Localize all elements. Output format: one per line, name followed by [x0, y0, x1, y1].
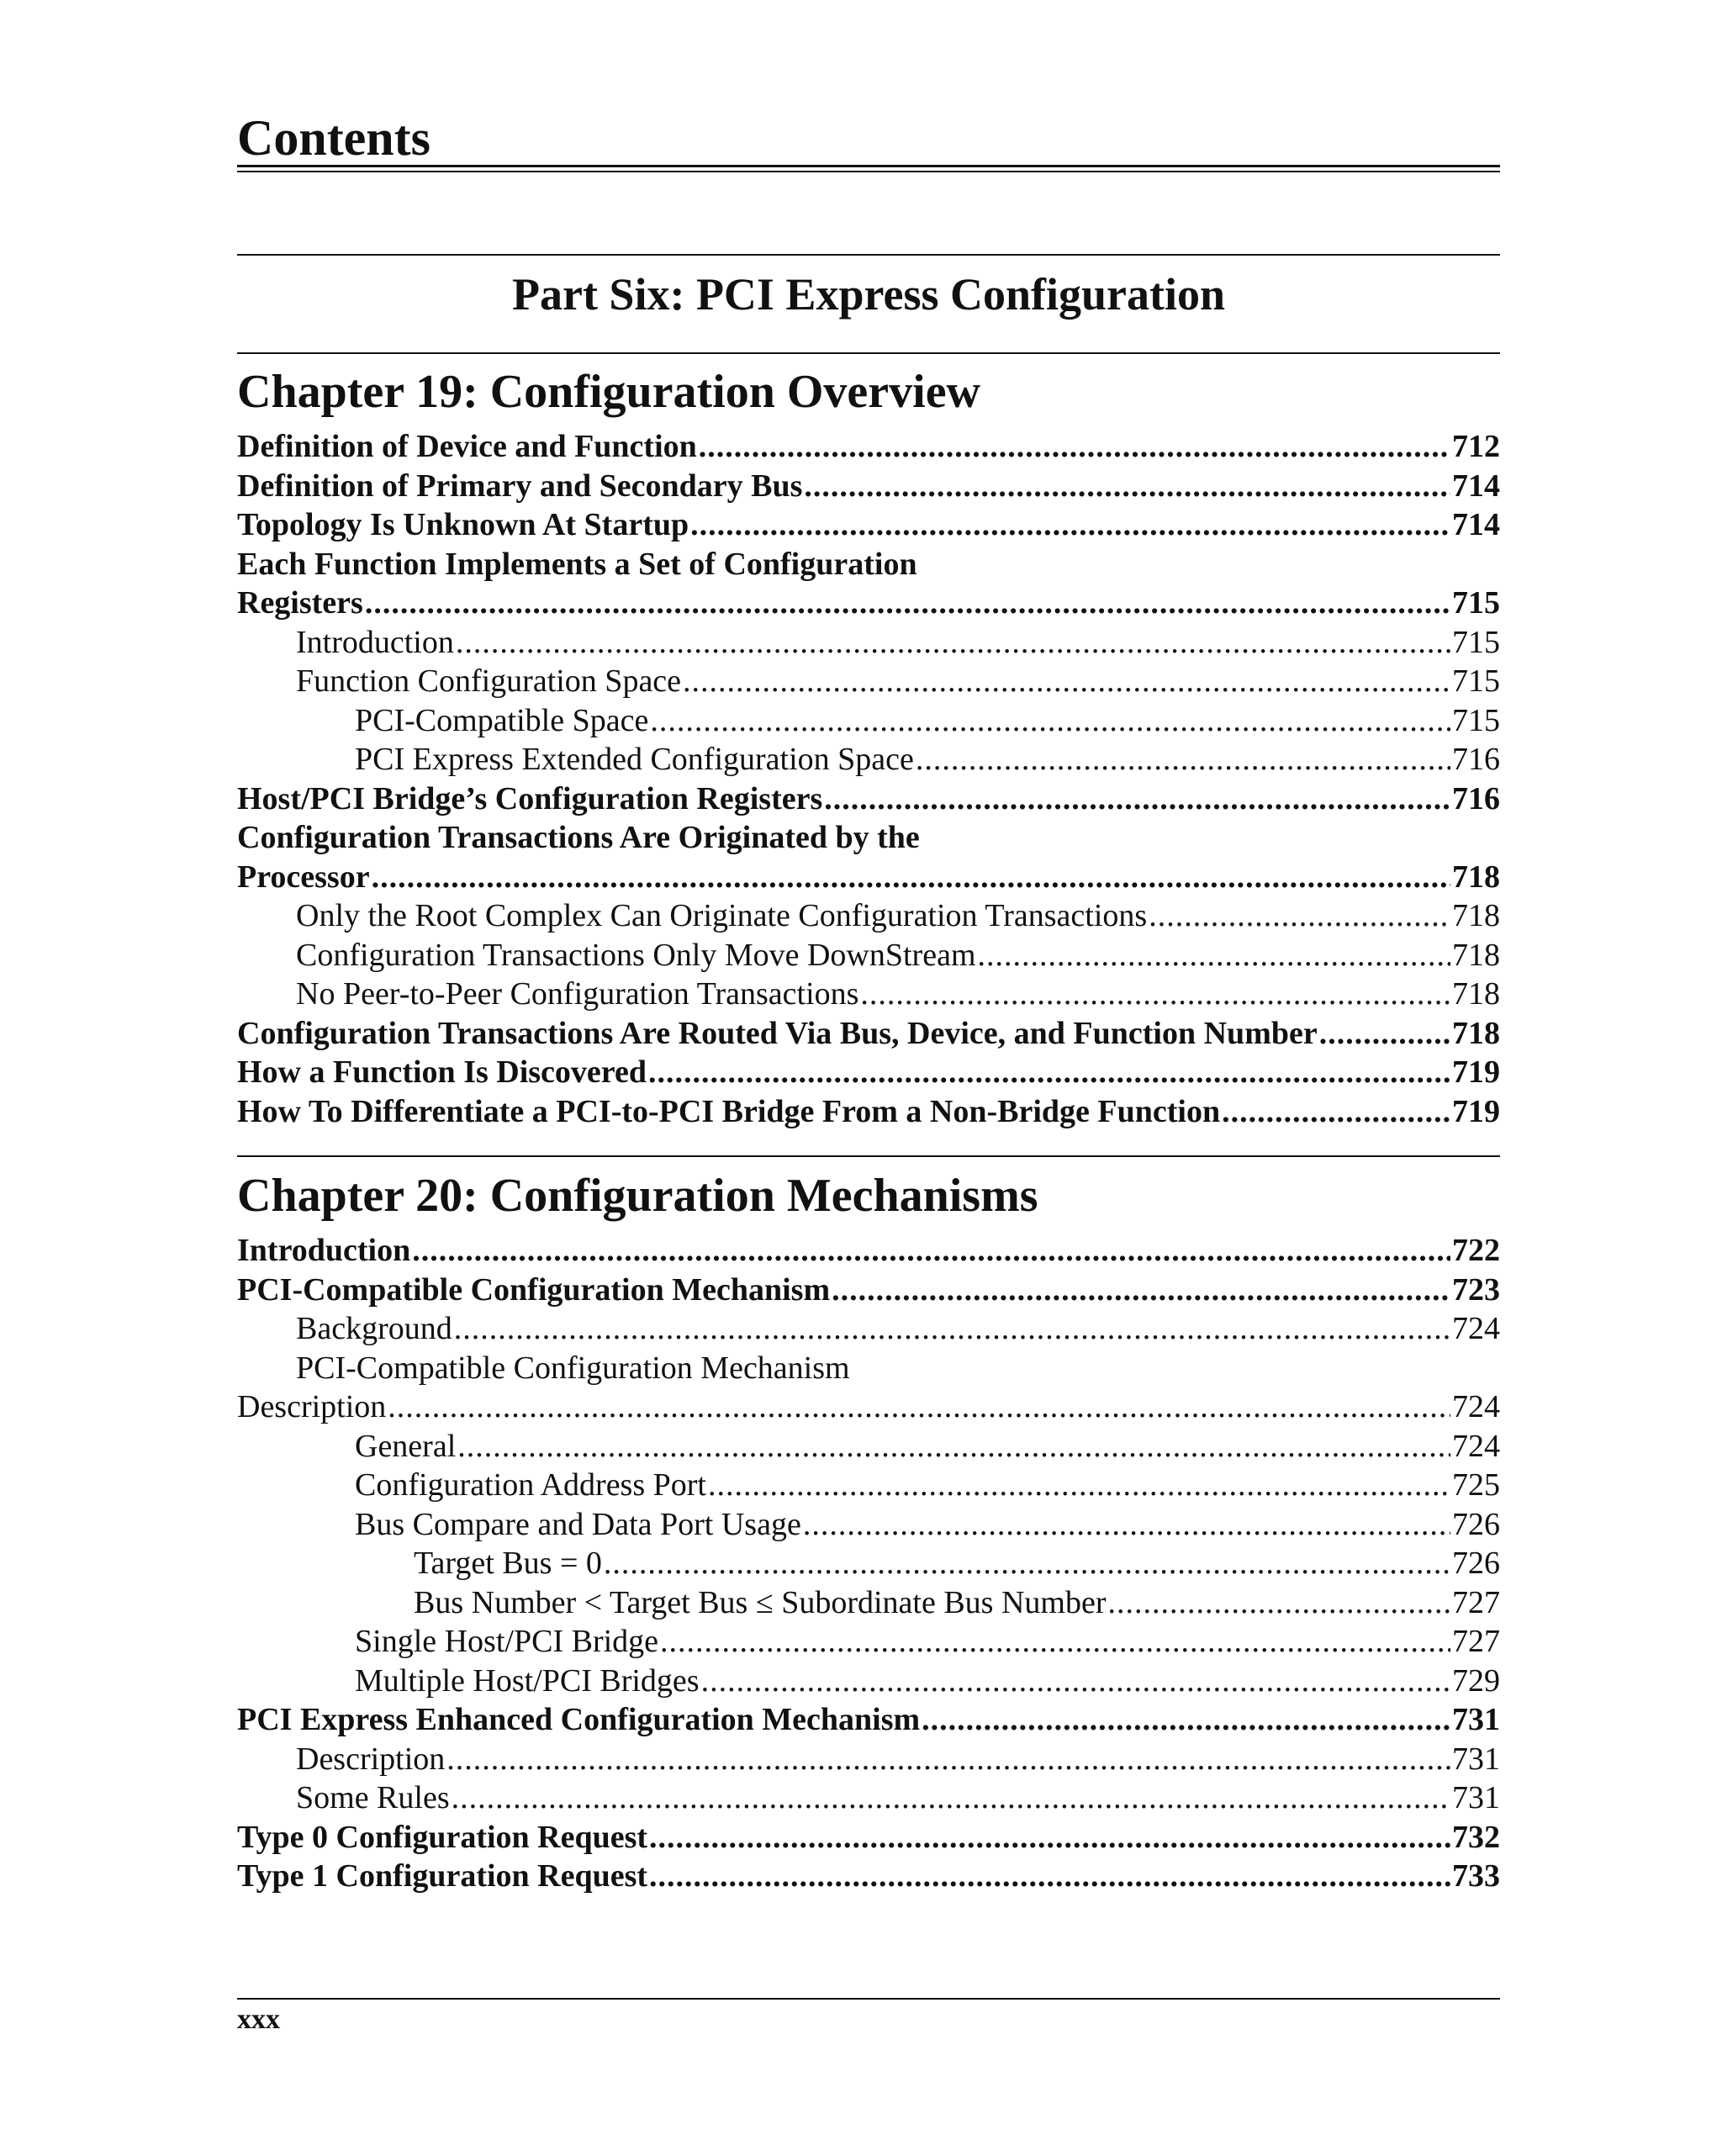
toc-entry-title: PCI Express Extended Configuration Space: [355, 742, 914, 777]
toc-entry-page: 715: [1452, 585, 1500, 621]
toc-entry-page: 726: [1452, 1546, 1500, 1581]
leader-dots: [649, 1818, 1450, 1857]
toc-entry-page: 715: [1452, 702, 1500, 738]
toc-entry-page: 722: [1452, 1233, 1500, 1268]
leader-dots: [446, 1740, 1450, 1779]
leader-dots: [832, 1271, 1450, 1310]
part-title: Part Six: PCI Express Configuration: [511, 269, 1226, 320]
toc-entry[interactable]: [237, 1053, 1500, 1092]
toc-entry-title: Configuration Transactions Are Originated by the: [237, 820, 920, 855]
toc-entry-page: 714: [1452, 507, 1500, 542]
toc-entry-title: No Peer-to-Peer Configuration Transactions: [296, 976, 859, 1012]
toc-entry-page: 718: [1452, 898, 1500, 933]
leader-dots: [388, 1387, 1450, 1427]
toc-entry[interactable]: [237, 740, 1500, 779]
toc-entry-title: Description: [296, 1741, 446, 1777]
toc-entry[interactable]: [237, 1466, 1500, 1505]
leader-dots: [649, 1857, 1450, 1896]
toc-entry-continued[interactable]: [237, 1349, 1500, 1388]
chapter-19: [237, 362, 1500, 1131]
title-rule-top: [237, 165, 1500, 167]
toc-entry-page: 727: [1452, 1624, 1500, 1659]
toc-entry-page: 732: [1452, 1819, 1500, 1855]
toc-entry[interactable]: [237, 779, 1500, 819]
toc-entry-title: Target Bus = 0: [414, 1546, 602, 1581]
toc-entry-page: 731: [1452, 1780, 1500, 1815]
toc-entry[interactable]: [237, 1622, 1500, 1662]
toc-entry-title: PCI-Compatible Configuration Mechanism: [296, 1350, 850, 1386]
toc-entry-continued[interactable]: [237, 818, 1500, 858]
toc-entry[interactable]: [237, 623, 1500, 663]
leader-dots: [1108, 1583, 1451, 1623]
toc-entry-page: 727: [1452, 1584, 1500, 1620]
toc-entry[interactable]: [237, 1778, 1500, 1818]
toc-entry-page: 718: [1452, 1015, 1500, 1051]
toc-entry[interactable]: [237, 1387, 1500, 1427]
toc-entry[interactable]: [237, 1427, 1500, 1466]
toc-entry-title: Type 1 Configuration Request: [237, 1858, 648, 1894]
leader-dots: [650, 701, 1450, 741]
toc-entry[interactable]: [237, 1309, 1500, 1349]
toc-entry-page: 716: [1452, 742, 1500, 777]
toc-entry[interactable]: [237, 936, 1500, 975]
toc-entry[interactable]: [237, 1740, 1500, 1779]
toc-entry[interactable]: [237, 1818, 1500, 1857]
toc-entry-title: Description: [237, 1389, 387, 1424]
leader-dots: [701, 1662, 1450, 1701]
toc-entry[interactable]: [237, 701, 1500, 741]
toc-entry[interactable]: [237, 1092, 1500, 1132]
page-title: Contents: [237, 110, 431, 166]
toc-entry[interactable]: [237, 1271, 1500, 1310]
title-rule-bottom: [237, 171, 1500, 172]
leader-dots: [922, 1700, 1450, 1740]
leader-dots: [803, 1505, 1450, 1545]
toc-entry[interactable]: [237, 858, 1500, 897]
toc-entry[interactable]: [237, 505, 1500, 545]
toc-entry[interactable]: [237, 975, 1500, 1014]
toc-entry-title: Multiple Host/PCI Bridges: [355, 1662, 700, 1699]
toc-entry[interactable]: [237, 1662, 1500, 1701]
leader-dots: [1319, 1014, 1450, 1054]
toc-entry[interactable]: [237, 1583, 1500, 1623]
leader-dots: [824, 779, 1450, 819]
toc-entry-title: Bus Compare and Data Port Usage: [355, 1506, 801, 1542]
chapter-rule: [237, 1155, 1500, 1157]
toc-entry-title: PCI Express Enhanced Configuration Mechanism: [237, 1702, 921, 1737]
toc-entry[interactable]: [237, 467, 1500, 506]
leader-dots: [708, 1466, 1450, 1505]
toc-entry[interactable]: [237, 1857, 1500, 1896]
toc-entry-title: Bus Number < Target Bus ≤ Subordinate Bus Number: [414, 1584, 1107, 1620]
toc-entry-title: Function Configuration Space: [296, 663, 682, 699]
toc-entry[interactable]: [237, 896, 1500, 936]
toc-entry[interactable]: [237, 1544, 1500, 1583]
part-rule-bottom: [237, 352, 1500, 354]
leader-dots: [365, 584, 1450, 623]
leader-dots: [456, 623, 1450, 663]
toc-entry-title: Introduction: [296, 624, 454, 660]
leader-dots: [804, 467, 1450, 506]
toc-entry-page: 724: [1452, 1428, 1500, 1464]
toc-entry-title: Background: [296, 1311, 452, 1346]
toc-entry-page: 715: [1452, 663, 1500, 699]
toc-entry-page: 733: [1452, 1858, 1500, 1894]
toc-entry-title: Configuration Address Port: [355, 1467, 706, 1503]
toc-entry-title: Definition of Primary and Secondary Bus: [237, 468, 803, 504]
toc-entry-title: General: [355, 1428, 457, 1464]
leader-dots: [457, 1427, 1450, 1466]
leader-dots: [860, 975, 1450, 1014]
toc-entry-title: How To Differentiate a PCI-to-PCI Bridge From a Non-Bridge Function: [237, 1093, 1221, 1129]
toc-entry[interactable]: [237, 662, 1500, 701]
toc-entry-title: Host/PCI Bridge’s Configuration Registers: [237, 780, 823, 816]
toc-entry-continued[interactable]: [237, 545, 1500, 584]
toc-entry-page: 725: [1452, 1467, 1500, 1503]
toc-entry-page: 724: [1452, 1311, 1500, 1346]
toc-entry-title: Processor: [237, 859, 370, 895]
toc-entry[interactable]: [237, 1700, 1500, 1740]
leader-dots: [648, 1053, 1450, 1092]
leader-dots: [683, 662, 1450, 701]
footer-rule: [237, 1998, 1500, 2000]
leader-dots: [454, 1309, 1450, 1349]
leader-dots: [372, 858, 1450, 897]
toc-entry[interactable]: [237, 427, 1500, 467]
leader-dots: [978, 936, 1450, 975]
leader-dots: [1149, 896, 1450, 936]
toc-entry-page: 731: [1452, 1741, 1500, 1777]
chapter-title: Chapter 20: Configuration Mechanisms: [237, 1170, 1038, 1222]
toc-entry-title: Topology Is Unknown At Startup: [237, 507, 689, 542]
toc-entry-title: Type 0 Configuration Request: [237, 1819, 648, 1855]
toc-entry-title: Single Host/PCI Bridge: [355, 1624, 659, 1659]
toc-entry-title: Some Rules: [296, 1780, 450, 1815]
toc-entry-title: Definition of Device and Function: [237, 429, 697, 464]
leader-dots: [699, 427, 1450, 467]
chapter-20: [237, 1165, 1500, 1896]
toc-entry-page: 718: [1452, 937, 1500, 973]
toc-entry-page: 724: [1452, 1389, 1500, 1424]
leader-dots: [1222, 1092, 1450, 1132]
toc-entry-page: 731: [1452, 1702, 1500, 1737]
leader-dots: [660, 1622, 1450, 1662]
toc-page: [237, 0, 1500, 2156]
toc-entry-page: 726: [1452, 1506, 1500, 1542]
toc-entry-title: Introduction: [237, 1233, 411, 1268]
toc-entry-page: 718: [1452, 859, 1500, 895]
toc-entry-title: Only the Root Complex Can Originate Configuration Transactions: [296, 898, 1148, 933]
toc-entry-page: 715: [1452, 624, 1500, 660]
toc-entry[interactable]: [237, 1505, 1500, 1545]
toc-entry-page: 712: [1452, 429, 1500, 464]
toc-entry-title: Registers: [237, 585, 363, 621]
toc-entry-title: PCI-Compatible Space: [355, 702, 649, 738]
toc-entry-title: Each Function Implements a Set of Configuration: [237, 546, 917, 582]
leader-dots: [452, 1778, 1450, 1818]
toc-entry-page: 719: [1452, 1054, 1500, 1090]
leader-dots: [604, 1544, 1450, 1583]
toc-entry-page: 718: [1452, 976, 1500, 1012]
toc-entry-page: 723: [1452, 1271, 1500, 1308]
chapter-title: Chapter 19: Configuration Overview: [237, 366, 980, 418]
toc-entry-page: 716: [1452, 780, 1500, 816]
toc-entry-page: 719: [1452, 1093, 1500, 1129]
part-rule-top: [237, 254, 1500, 256]
toc-entry-page: 714: [1452, 468, 1500, 504]
toc-entry-title: Configuration Transactions Are Routed Via Bus, Device, and Function Number: [237, 1015, 1318, 1051]
toc-entry-title: How a Function Is Discovered: [237, 1054, 647, 1090]
toc-entry-page: 729: [1452, 1662, 1500, 1699]
leader-dots: [916, 740, 1450, 779]
leader-dots: [412, 1231, 1450, 1271]
toc-entry-title: PCI-Compatible Configuration Mechanism: [237, 1271, 831, 1308]
toc-entry-title: Configuration Transactions Only Move DownStream: [296, 937, 976, 973]
leader-dots: [690, 505, 1450, 545]
page-number: xxx: [237, 2004, 280, 2035]
toc-entry[interactable]: [237, 1014, 1500, 1054]
toc-entry[interactable]: [237, 584, 1500, 623]
toc-entry[interactable]: [237, 1231, 1500, 1271]
